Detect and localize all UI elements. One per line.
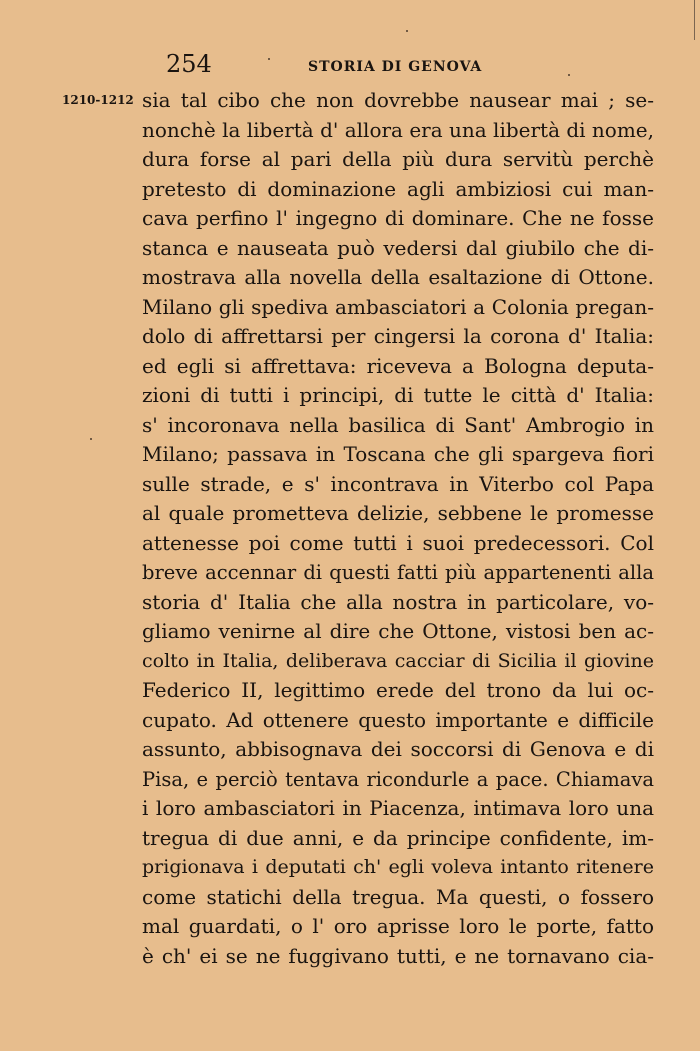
text-line: pretesto di dominazione agli ambiziosi cui man- <box>142 176 654 201</box>
text-line: zioni di tutti i principi, di tutte le città d' Italia: <box>142 383 654 407</box>
text-line: cupato. Ad ottenere questo importante e difficile <box>142 707 654 732</box>
text-line: nonchè la libertà d' allora era una libertà di nome, <box>142 117 654 142</box>
running-title: STORIA DI GENOVA <box>308 59 483 75</box>
print-speck <box>406 30 408 32</box>
body-text <box>142 86 654 971</box>
text-line: Pisa, e perciò tentava ricondurle a pace. Chiamava <box>142 767 654 791</box>
text-line: ed egli si affrettava: riceveva a Bologna deputa- <box>142 353 654 378</box>
text-line: i loro ambasciatori in Piacenza, intimava loro una <box>142 796 654 820</box>
page-number: 254 <box>166 50 212 78</box>
print-speck <box>90 438 92 440</box>
text-line: s' incoronava nella basilica di Sant' Ambrogio in <box>142 412 654 437</box>
text-line: tregua di due anni, e da principe confidente, im- <box>142 825 654 850</box>
text-line: Milano gli spediva ambasciatori a Colonia pregan- <box>142 294 654 319</box>
text-line: sulle strade, e s' incontrava in Viterbo col Papa <box>142 471 654 496</box>
text-line: storia d' Italia che alla nostra in particolare, vo- <box>142 589 654 614</box>
text-line: sia tal cibo che non dovrebbe nausear mai ; se- <box>142 88 654 112</box>
text-line: Milano; passava in Toscana che gli spargeva fiori <box>142 442 654 466</box>
margin-date-note: 1210-1212 <box>62 93 134 107</box>
text-line: mal guardati, o l' oro aprisse loro le porte, fatto <box>142 914 654 938</box>
text-line: stanca e nauseata può vedersi dal giubilo che di- <box>142 235 654 260</box>
text-line: dolo di affrettarsi per cingersi la corona d' Italia: <box>142 324 654 348</box>
text-line: gliamo venirne al dire che Ottone, vistosi ben ac- <box>142 619 654 643</box>
page-edge-mark <box>694 0 695 40</box>
text-line: assunto, abbisognava dei soccorsi di Genova e di <box>142 737 654 761</box>
print-speck <box>268 58 270 60</box>
text-line: come statichi della tregua. Ma questi, o fossero <box>142 884 654 909</box>
text-line: Federico II, legittimo erede del trono da lui oc- <box>142 678 654 702</box>
text-line: colto in Italia, deliberava cacciar di Sicilia il giovine <box>142 649 654 672</box>
text-line: al quale prometteva delizie, sebbene le promesse <box>142 501 654 525</box>
print-speck <box>568 74 570 76</box>
text-line: dura forse al pari della più dura servitù perchè <box>142 147 654 171</box>
text-line: mostrava alla novella della esaltazione di Ottone. <box>142 265 654 289</box>
text-line: prigionava i deputati ch' egli voleva intanto ritenere <box>142 856 654 878</box>
text-line: è ch' ei se ne fuggivano tutti, e ne tornavano cia- <box>142 943 654 968</box>
text-line: attenesse poi come tutti i suoi predecessori. Col <box>142 530 654 555</box>
text-line: cava perfino l' ingegno di dominare. Che ne fosse <box>142 206 654 230</box>
text-line: breve accennar di questi fatti più appartenenti alla <box>142 561 654 584</box>
